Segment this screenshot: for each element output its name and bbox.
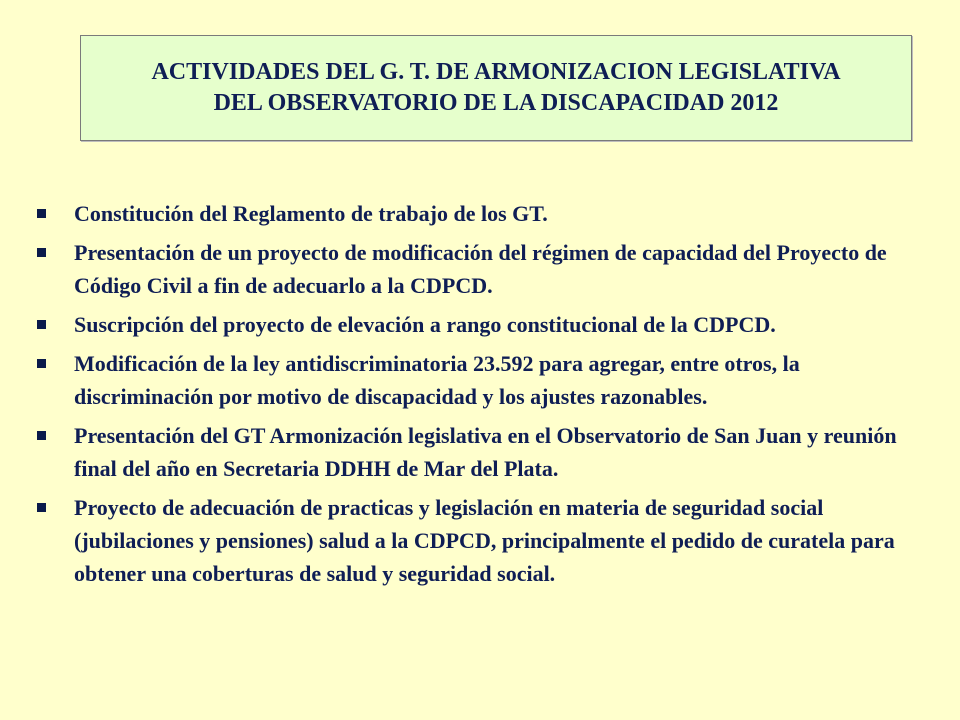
square-bullet-icon xyxy=(37,209,46,218)
bullet-text: Presentación de un proyecto de modificación del régimen de capacidad del Proyecto de Código Civil a fin de adecuarlo a la CDPCD. xyxy=(74,240,887,298)
bullet-item xyxy=(35,419,920,485)
bullet-text: Presentación del GT Armonización legislativa en el Observatorio de San Juan y reunión final del año en Secretaria DDHH de Mar del Plata. xyxy=(74,423,897,481)
bullet-item xyxy=(35,236,920,302)
bullet-item xyxy=(35,197,920,230)
square-bullet-icon xyxy=(37,320,46,329)
square-bullet-icon xyxy=(37,503,46,512)
bullet-text: Proyecto de adecuación de practicas y legislación en materia de seguridad social (jubilaciones y pensiones) salud a la CDPCD, principalmente el pedido de curatela para obtener una coberturas de salud y seguridad social. xyxy=(74,495,895,586)
slide-title xyxy=(151,57,840,119)
slide-title-line-2: DEL OBSERVATORIO DE LA DISCAPACIDAD 2012 xyxy=(213,90,779,116)
square-bullet-icon xyxy=(37,359,46,368)
square-bullet-icon xyxy=(37,248,46,257)
bullet-item xyxy=(35,347,920,413)
title-box xyxy=(80,35,912,141)
square-bullet-icon xyxy=(37,431,46,440)
bullet-item xyxy=(35,308,920,341)
slide-title-line-1: ACTIVIDADES DEL G. T. DE ARMONIZACION LEGISLATIVA xyxy=(151,59,841,85)
bullet-text: Suscripción del proyecto de elevación a rango constitucional de la CDPCD. xyxy=(74,312,776,337)
bullet-text: Modificación de la ley antidiscriminatoria 23.592 para agregar, entre otros, la discriminación por motivo de discapacidad y los ajustes razonables. xyxy=(74,351,800,409)
bullet-item xyxy=(35,491,920,590)
bullet-list xyxy=(35,197,920,596)
bullet-text: Constitución del Reglamento de trabajo de los GT. xyxy=(74,201,548,226)
